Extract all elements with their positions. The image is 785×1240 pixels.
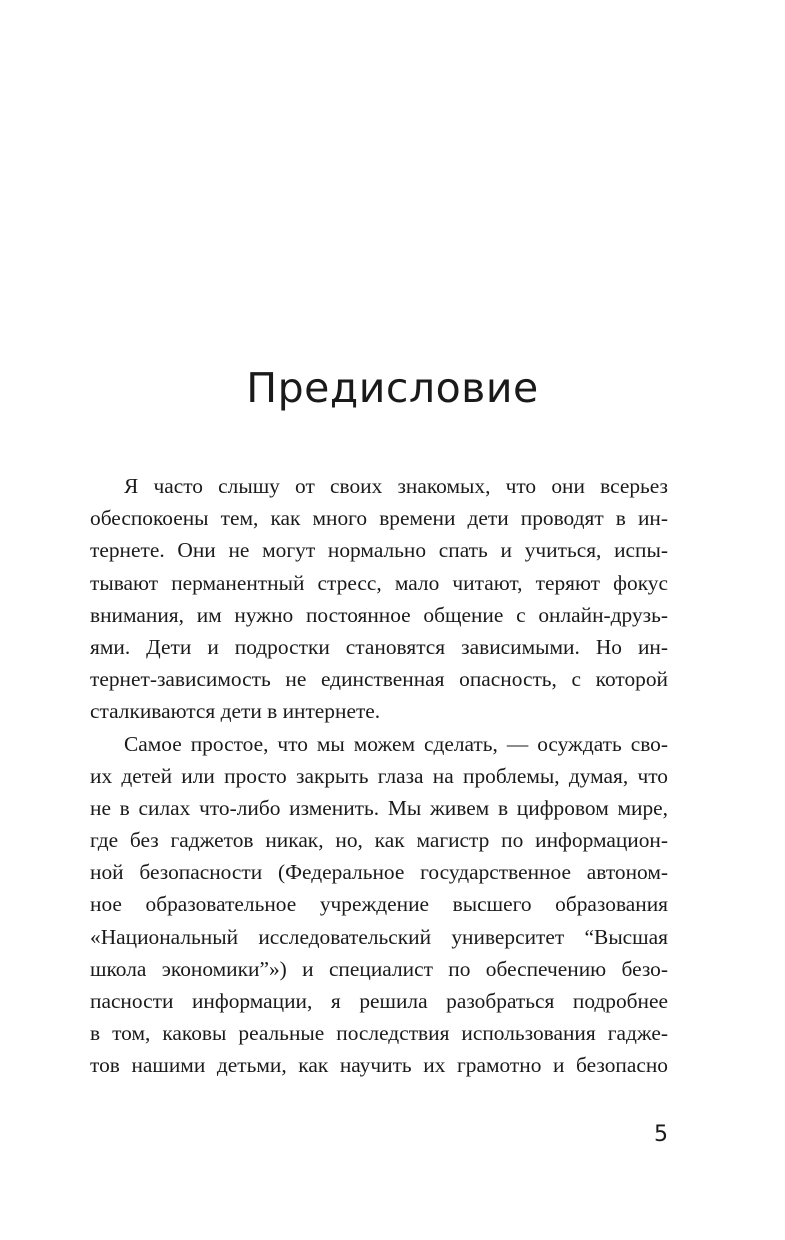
page-number: 5 <box>654 1122 668 1147</box>
text-line: тывают перманентный стресс, мало читают, теряют фокус <box>90 570 668 595</box>
text-line: Самое простое, что мы можем сделать, — осуждать сво- <box>124 731 668 756</box>
text-line: внимания, им нужно постоянное общение с онлайн-друзь- <box>90 602 668 627</box>
text-line: обеспокоены тем, как много времени дети проводят в ин- <box>90 506 668 531</box>
text-line: тернете. Они не могут нормально спать и учиться, испы- <box>90 538 668 563</box>
text-line: ями. Дети и подростки становятся зависимыми. Но ин- <box>90 634 668 659</box>
paragraph-2 <box>90 728 668 1082</box>
paragraph-1 <box>90 470 668 728</box>
text-line: их детей или просто закрыть глаза на проблемы, думая, что <box>90 763 668 788</box>
text-line: ное образовательное учреждение высшего образования <box>90 892 668 917</box>
text-line: Я часто слышу от своих знакомых, что они всерьез <box>124 474 668 498</box>
text-line: сталкиваются дети в интернете. <box>90 699 381 724</box>
text-line: школа экономики”») и специалист по обеспечению безо- <box>90 956 668 981</box>
text-line: «Национальный исследовательский университет “Высшая <box>90 924 668 949</box>
body-text <box>90 470 668 1082</box>
text-line: где без гаджетов никак, но, как магистр по информацион- <box>90 828 668 853</box>
chapter-title: Предисловие <box>246 364 539 412</box>
text-line: не в силах что-либо изменить. Мы живем в цифровом мире, <box>90 795 668 820</box>
text-line: тернет-зависимость не единственная опасность, с которой <box>90 667 668 692</box>
text-line: в том, каковы реальные последствия использования гадже- <box>90 1021 668 1046</box>
text-line: ной безопасности (Федеральное государственное автоном- <box>90 860 668 885</box>
text-line: тов нашими детьми, как научить их грамотно и безопасно <box>90 1053 668 1078</box>
text-line: пасности информации, я решила разобраться подробнее <box>90 989 668 1013</box>
